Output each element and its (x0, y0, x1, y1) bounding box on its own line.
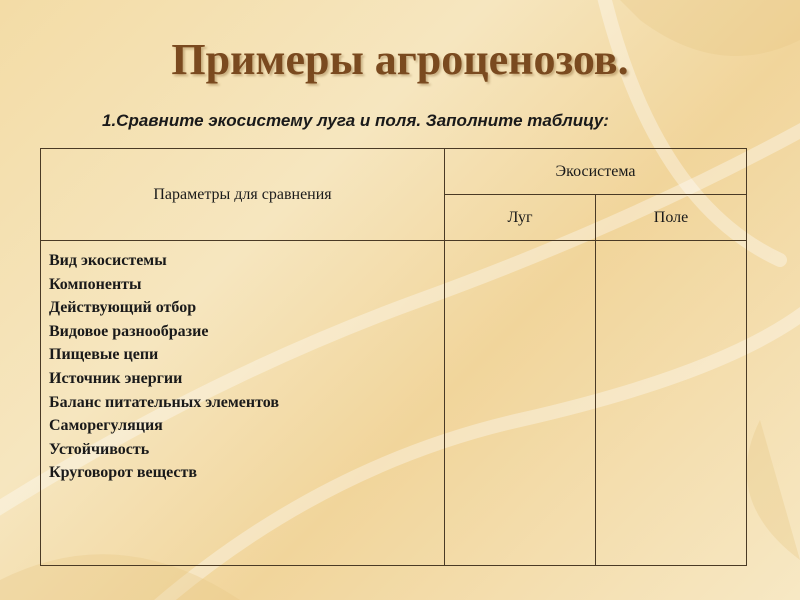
table-header-row (41, 149, 747, 195)
parameter-item: Источник энергии (49, 369, 183, 387)
parameter-item: Устойчивость (49, 440, 150, 458)
instruction-text: 1.Сравните экосистему луга и поля. Заполните таблицу: (102, 111, 609, 130)
meadow-answer-cell[interactable] (445, 241, 596, 566)
parameter-item: Видовое разнообразие (49, 322, 209, 340)
parameter-item: Круговорот веществ (49, 464, 197, 482)
header-meadow: Луг (445, 195, 596, 241)
parameter-item: Действующий отбор (49, 299, 197, 317)
slide-title: Примеры агроценозов. (171, 35, 629, 84)
header-ecosystem: Экосистема (445, 149, 747, 195)
parameters-list (49, 249, 444, 485)
field-answer-cell[interactable] (596, 241, 747, 566)
parameter-item: Компоненты (49, 275, 142, 293)
parameter-item: Баланс питательных элементов (49, 393, 280, 411)
parameter-item: Вид экосистемы (49, 252, 167, 269)
header-field: Поле (596, 195, 747, 241)
header-parameters: Параметры для сравнения (41, 149, 445, 241)
table-body-row (41, 241, 747, 566)
parameter-item: Саморегуляция (49, 417, 163, 435)
comparison-table (40, 148, 747, 566)
parameter-item: Пищевые цепи (49, 346, 159, 364)
parameters-cell (41, 241, 445, 566)
